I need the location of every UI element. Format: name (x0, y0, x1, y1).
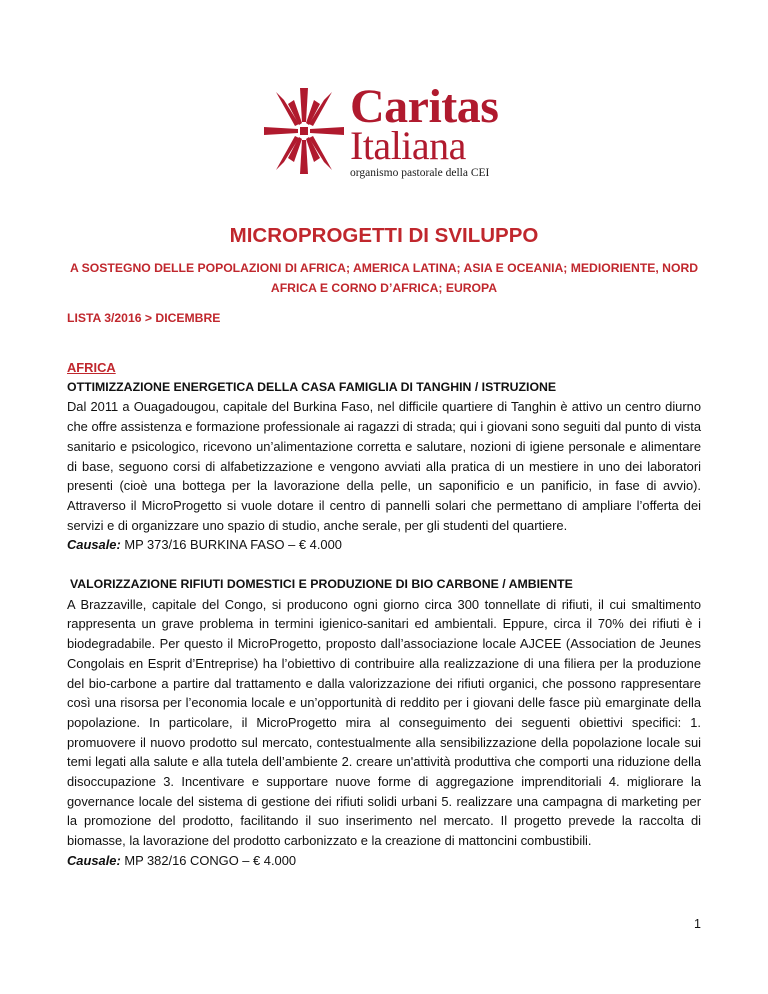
project-body: Dal 2011 a Ouagadougou, capitale del Burkina Faso, nel difficile quartiere di Tanghin è attivo un centro diurno che offre assistenza e formazione professionale ai ragazzi di strada; qui i giovani sono seguiti dal punto di vista sanitario e psicologico, ricevono un’alimentazione corretta e salutare, nozioni di igiene personale e alimentare di base, seguono corsi di alfabetizzazione e vengono avviati alla pratica di un mestiere in uno dei laboratori presenti (cioè una bottega per la lavorazione della pelle, un saponificio e un panificio, in fase di avvio). Attraverso il MicroProgetto si vuole dotare il centro di pannelli solari che permettano di ampliare l’offerta dei servizi e di organizzare uno spazio di studio, anche serale, per gli studenti del quartiere. (67, 399, 701, 533)
project-causale (67, 535, 701, 555)
causale-label: Causale: (67, 852, 121, 868)
page-number: 1 (694, 917, 701, 931)
logo-tagline: organismo pastorale della CEI (350, 167, 490, 179)
document-body (67, 358, 701, 871)
project-causale (67, 851, 701, 871)
list-label: LISTA 3/2016 > DICEMBRE (67, 311, 221, 325)
logo-name-line1: Caritas (350, 80, 499, 133)
causale-label: Causale: (67, 537, 121, 553)
section-title: AFRICA (67, 360, 116, 375)
logo-name-line2: Italiana (350, 123, 466, 168)
project-heading: VALORIZZAZIONE RIFIUTI DOMESTICI E PRODUZIONE DI BIO CARBONE / AMBIENTE (70, 577, 573, 592)
project-item (67, 575, 701, 871)
page-subtitle: A SOSTEGNO DELLE POPOLAZIONI DI AFRICA; AMERICA LATINA; ASIA E OCEANIA; MEDIORIENTE, NORD AFRICA E CORNO D’AFRICA; EUROPA (69, 261, 699, 295)
cross-emblem-icon (262, 86, 346, 176)
caritas-logo (262, 80, 512, 179)
project-body: A Brazzaville, capitale del Congo, si producono ogni giorno circa 300 tonnellate di rifiuti, il cui smaltimento rappresenta un grave problema in termini igienico-sanitari ed ambientali. Eppure, circa il 70% dei rifiuti è i biodegradabile. Per questo il MicroProgetto, proposto dall’associazione locale AJCEE (Association de Jeunes Congolais en Esprit d’Entreprise) ha l’obiettivo di contribuire alla realizzazione di una filiera per la produzione del bio-carbone a partire dal trattamento e dalla valorizzazione dei rifiuti organici, che possono rappresentare così una risorsa per l’economia locale e un’opportunità di reddito per i giovani delle fasce più emarginate della popolazione. In particolare, il MicroProgetto mira al conseguimento dei seguenti obiettivi specifici: 1. promuovere il nuovo prodotto sul mercato, contestualmente alla sensibilizzazione della popolazione locale sui temi legati alla salute e alla tutela dell’ambiente 2. creare un'attività produttiva che comporti una riduzione della disoccupazione 3. Incentivare e supportare nuove forme di aggregazione imprenditoriali 4. migliorare la governance locale del sistema di gestione dei rifiuti solidi urbani 5. realizzare una campagna di marketing per la promozione del prodotto, facilitando il suo inserimento nel mercato. Il progetto prevede la raccolta di biomasse, la lavorazione del prodotto carbonizzato e la creazione di mattoncini combustibili. (67, 596, 701, 849)
causale-value: MP 382/16 CONGO – € 4.000 (124, 852, 297, 868)
project-item (67, 378, 701, 555)
project-heading: OTTIMIZZAZIONE ENERGETICA DELLA CASA FAMIGLIA DI TANGHIN / ISTRUZIONE (67, 379, 557, 394)
page-title: MICROPROGETTI DI SVILUPPO (229, 224, 539, 247)
causale-value: MP 373/16 BURKINA FASO – € 4.000 (124, 537, 342, 553)
